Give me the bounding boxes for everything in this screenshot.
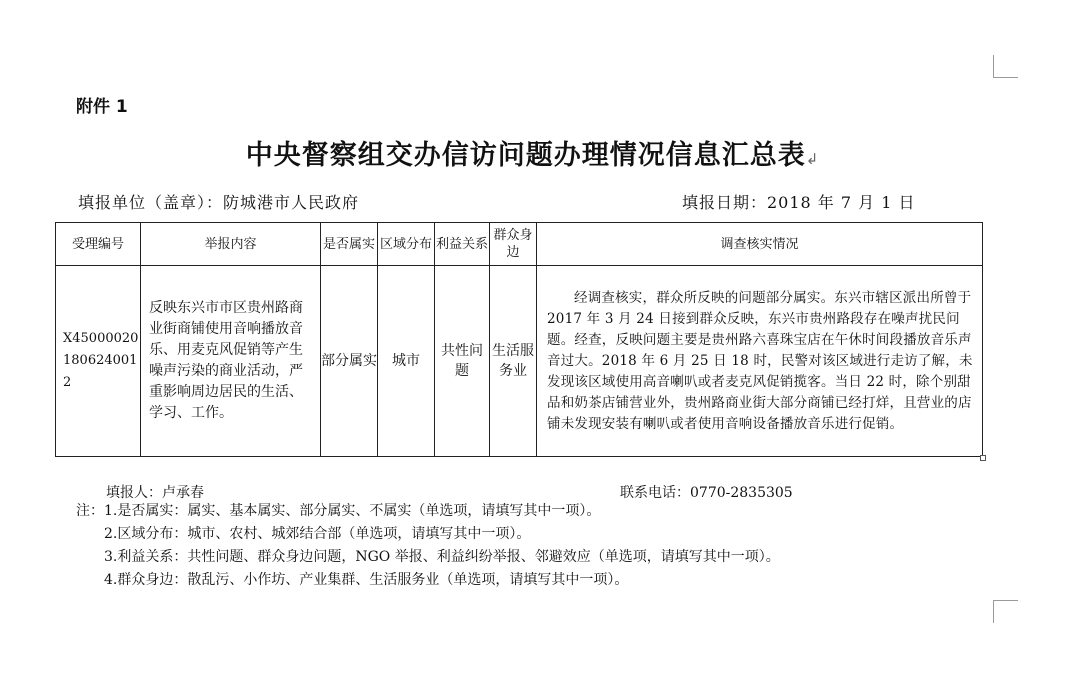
note-item: 4.群众身边：散乱污、小作坊、产业集群、生活服务业（单选项，请填写其中一项）。 [104, 572, 629, 588]
col-header-region: 区域分布 [378, 223, 435, 266]
notes-section [76, 500, 780, 592]
crop-mark-top-right [993, 55, 1018, 78]
filler-name: 填报人：卢承春 [106, 485, 204, 501]
attachment-label: 附件 1 [76, 97, 128, 117]
col-header-findings: 调查核实情况 [537, 223, 983, 266]
summary-table [55, 222, 983, 457]
contact-phone: 联系电话：0770-2835305 [620, 485, 793, 501]
note-item: 3.利益关系：共性问题、群众身边问题，NGO 举报、利益纠纷举报、邻避效应（单选项，请填写其中一项）。 [104, 549, 780, 565]
crop-mark-bottom-right [993, 600, 1018, 623]
table-row [56, 266, 983, 457]
cell-findings: 经调查核实，群众所反映的问题部分属实。东兴市辖区派出所曾于 2017 年 3 月 24 日接到群众反映，东兴市贵州路段存在噪声扰民问题。经查，反映问题主要是贵州路六喜珠宝店在午休时间段播放音乐声音过大。2018 年 6 月 25 日 18 时，民警对该区域进行走访了解，未发现该区域使用高音喇叭或者麦克风促销揽客。当日 22 时，除个别甜品和奶茶店铺营业外，贵州路商业街大部分商铺已经打烊，且营业的店铺未发现安装有喇叭或者使用音响设备播放音乐进行促销。 [537, 266, 983, 457]
cell-report-content: 反映东兴市市区贵州路商业街商铺使用音响播放音乐、用麦克风促销等产生噪声污染的商业活动，严重影响周边居民的生活、学习、工作。 [141, 266, 321, 457]
note-item: 1.是否属实：属实、基本属实、部分属实、不属实（单选项，请填写其中一项）。 [104, 503, 601, 519]
table-header-row [56, 223, 983, 266]
reporting-date: 填报日期：2018 年 7 月 1 日 [682, 193, 916, 212]
cell-region: 城市 [378, 266, 435, 457]
notes-list [76, 500, 780, 592]
col-header-id: 受理编号 [56, 223, 141, 266]
col-header-content: 举报内容 [141, 223, 321, 266]
notes-prefix: 注： [76, 503, 104, 519]
page-title: 中央督察组交办信访问题办理情况信息汇总表 [245, 140, 806, 171]
cell-case-id: X450000201806240012 [56, 266, 141, 457]
cell-verified: 部分属实 [321, 266, 378, 457]
reporting-unit: 填报单位（盖章）：防城港市人民政府 [78, 193, 360, 212]
col-header-nearby: 群众身边 [490, 223, 537, 266]
page-title-wrap [0, 133, 1065, 172]
note-item: 2.区域分布：城市、农村、城郊结合部（单选项，请填写其中一项）。 [104, 526, 531, 542]
cell-nearby: 生活服务业 [490, 266, 537, 457]
col-header-interest: 利益关系 [435, 223, 490, 266]
table-resize-handle[interactable] [980, 455, 986, 461]
cell-interest: 共性问题 [435, 266, 490, 457]
col-header-verified: 是否属实 [321, 223, 378, 266]
paragraph-mark-icon: ↲ [805, 150, 820, 168]
